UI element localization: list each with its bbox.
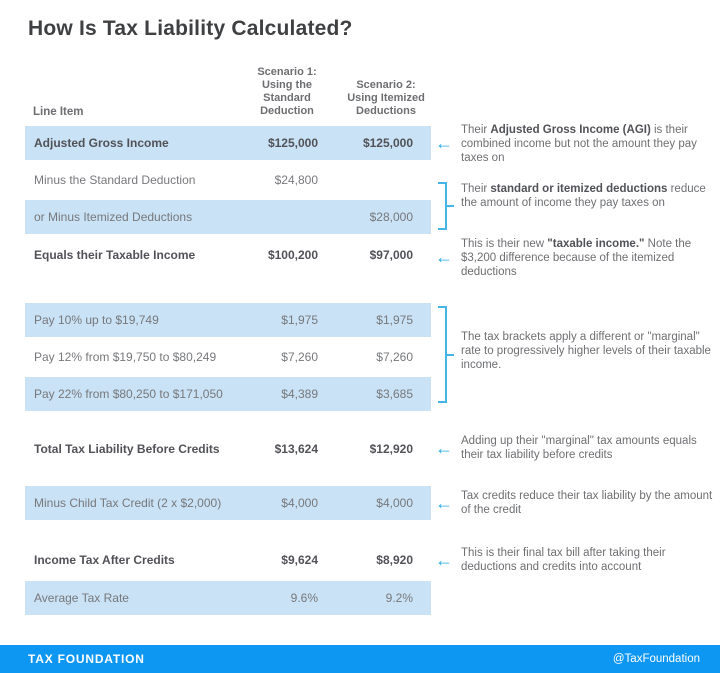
left-arrow-icon: ← [435,550,453,570]
annotation-text: Adding up their "marginal" tax amounts equals their tax liability before credits [461,435,697,461]
scenario2-value: $4,000 [376,496,413,510]
annotation-agi [461,123,715,165]
column-header-scenario-1 [257,66,316,118]
annotation-bold-text: "taxable income." [547,238,645,250]
annotation-tax-credits [461,489,715,517]
annotation-final-tax-bill [461,546,715,574]
row-label: Total Tax Liability Before Credits [34,442,220,456]
scenario2-value: $1,975 [376,313,413,327]
annotation-text: is their combined income but not the amount they pay taxes on [461,124,697,164]
table-row-taxable-income [25,238,431,272]
scenario1-value: $4,000 [281,496,318,510]
scenario2-value: $3,685 [376,387,413,401]
annotation-bold-text: standard or itemized deductions [490,183,668,195]
scenario2-value: $8,920 [376,553,413,567]
left-arrow-icon: ← [435,247,453,267]
annotation-text: The tax brackets apply a different or "marginal" rate to progressively higher levels of their taxable income. [461,331,711,371]
scenario2-value: $125,000 [362,136,413,150]
table-row-bracket-12pct [25,340,431,374]
table-row-average-tax-rate [25,581,431,615]
annotation-taxable-income [461,237,715,279]
bracket-icon [438,306,447,403]
scenario1-value: $125,000 [267,136,318,150]
column-header-scenario-2 [347,79,425,118]
scenario1-value: $24,800 [274,173,318,187]
annotation-text: This is their final tax bill after taking their deductions and credits into account [461,547,666,573]
scenario1-value: $13,624 [274,442,318,456]
column-header-line-item: Line Item [33,106,84,118]
table-row-total-liability [25,432,431,466]
annotation-text: Their [461,183,491,195]
scenario2-value: $7,260 [376,350,413,364]
scenario1-value: $4,389 [281,387,318,401]
row-label: Average Tax Rate [34,591,129,605]
scenario1-value: $7,260 [281,350,318,364]
left-arrow-icon: ← [435,133,453,153]
annotation-deductions [461,182,715,210]
left-arrow-icon: ← [435,438,453,458]
table-row-standard-deduction [25,163,431,197]
row-label: Income Tax After Credits [34,553,175,567]
row-label: Minus the Standard Deduction [34,173,196,187]
scenario1-header-line: Deduction [260,105,314,117]
row-label: Adjusted Gross Income [34,136,169,150]
scenario1-header-line: Standard [263,92,311,104]
scenario2-value: $97,000 [369,248,413,262]
annotation-text: reduce the amount of income they pay taxes on [461,183,706,209]
left-arrow-icon: ← [435,493,453,513]
table-row-itemized-deductions [25,200,431,234]
annotation-text: Their [461,124,491,136]
scenario1-header-line: Scenario 1: [257,66,317,78]
page-title: How Is Tax Liability Calculated? [28,17,353,40]
scenario2-value: $28,000 [369,210,413,224]
table-row-bracket-10pct [25,303,431,337]
scenario1-value: $9,624 [281,553,318,567]
scenario1-value: $100,200 [267,248,318,262]
footer-twitter-handle: @TaxFoundation [612,653,700,665]
table-row-child-tax-credit [25,486,431,520]
scenario1-value: 9.6% [290,591,318,605]
row-label: Pay 12% from $19,750 to $80,249 [34,350,217,364]
annotation-text: This is their new [461,238,548,250]
footer-bar [0,645,720,673]
annotation-marginal-amounts [461,434,715,462]
scenario2-value: 9.2% [385,591,413,605]
row-label: Minus Child Tax Credit (2 x $2,000) [34,496,222,510]
table-row-adjusted-gross-income [25,126,431,160]
scenario2-value: $12,920 [369,442,413,456]
row-label: Pay 22% from $80,250 to $171,050 [34,387,223,401]
row-label: Pay 10% up to $19,749 [34,313,159,327]
table-row-bracket-22pct [25,377,431,411]
row-label: or Minus Itemized Deductions [34,210,193,224]
table-row-income-tax-after-credits [25,543,431,577]
scenario2-header-line: Using Itemized [347,92,425,104]
annotation-tax-brackets [461,330,715,372]
bracket-icon [438,182,447,230]
annotation-text: Tax credits reduce their tax liability by the amount of the credit [461,490,713,516]
scenario1-value: $1,975 [281,313,318,327]
tax-table [25,126,431,618]
footer-brand: TAX FOUNDATION [28,652,145,666]
scenario2-header-line: Scenario 2: [356,79,416,91]
annotation-text: Note the $3,200 difference because of the itemized deductions [461,238,692,278]
scenario2-header-line: Deductions [356,105,416,117]
annotation-bold-text: Adjusted Gross Income (AGI) [490,124,651,136]
row-label: Equals their Taxable Income [34,248,196,262]
scenario1-header-line: Using the [261,79,313,91]
